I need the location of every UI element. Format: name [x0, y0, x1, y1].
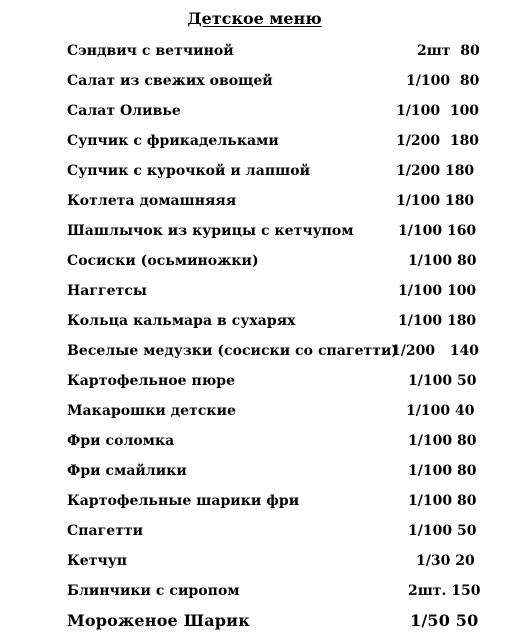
menu-item: [0, 40, 509, 62]
menu-item-portion: 1/100 80: [408, 493, 477, 509]
menu-item-name: Фри смайлики: [67, 463, 187, 479]
menu-item-name: Веселые медузки (сосиски со спагетти): [67, 343, 399, 359]
menu-item-name: Блинчики с сиропом: [67, 583, 240, 599]
menu-item-portion: 1/100 80: [408, 433, 477, 449]
menu-item-name: Шашлычок из курицы с кетчупом: [67, 223, 354, 239]
menu-item: [0, 190, 509, 212]
menu-item-name: Кетчуп: [67, 553, 128, 569]
menu-item: [0, 160, 509, 182]
menu-item-name: Сосиски (осьминожки): [67, 253, 259, 269]
menu-item-portion: 1/100 80: [408, 463, 477, 479]
menu-item-portion: 1/100 40: [406, 403, 475, 419]
menu-item-name: Салат из свежих овощей: [67, 73, 273, 89]
menu-item: [0, 310, 509, 332]
menu-item-portion: 1/50 50: [410, 611, 479, 630]
menu-item-name: Картофельные шарики фри: [67, 493, 300, 509]
menu-item-portion: 1/100 80: [408, 253, 477, 269]
menu-item-name: Спагетти: [67, 523, 144, 539]
menu-item: [0, 460, 509, 482]
menu-item: [0, 70, 509, 92]
menu-item: [0, 130, 509, 152]
menu-item-name: Салат Оливье: [67, 103, 181, 119]
menu-item-name: Наггетсы: [67, 283, 147, 299]
menu-item: [0, 100, 509, 122]
menu-item-name: Супчик с фрикадельками: [67, 133, 279, 149]
menu-item-name: Кольца кальмара в сухарях: [67, 313, 296, 329]
menu-item-portion: 1/100 100: [396, 103, 480, 119]
menu-item: [0, 250, 509, 272]
menu-item-name: Супчик с курочкой и лапшой: [67, 163, 311, 179]
menu-item-portion: 2шт 80: [417, 43, 480, 59]
menu-item-portion: 1/100 100: [398, 283, 477, 299]
menu-item-name: Фри соломка: [67, 433, 175, 449]
page-title: Детское меню: [187, 9, 322, 28]
menu-item-name: Картофельное пюре: [67, 373, 236, 389]
menu-item: [0, 430, 509, 452]
menu-item-portion: 1/100 50: [408, 523, 477, 539]
menu-item-portion: 1/100 180: [396, 193, 475, 209]
menu-item: [0, 580, 509, 602]
menu-item-name: Макарошки детские: [67, 403, 236, 419]
menu-item: [0, 610, 509, 632]
menu-item: [0, 340, 509, 362]
menu-item-portion: 1/100 80: [406, 73, 480, 89]
menu-item-portion: 2шт. 150: [408, 583, 481, 599]
menu-item-portion: 1/100 50: [408, 373, 477, 389]
menu-item-portion: 1/200 180: [396, 133, 480, 149]
menu-item-name: Сэндвич с ветчиной: [67, 43, 234, 59]
menu-item-portion: 1/30 20: [416, 553, 475, 569]
menu-item-name: Мороженое Шарик: [67, 611, 250, 630]
menu-item-name: Котлета домашняяя: [67, 193, 237, 209]
menu-item: [0, 370, 509, 392]
menu-item: [0, 220, 509, 242]
menu-item: [0, 550, 509, 572]
menu-item-portion: 1/100 180: [398, 313, 477, 329]
menu-item-portion: 1/200 140: [391, 343, 479, 359]
menu-item-portion: 1/100 160: [398, 223, 477, 239]
menu-item: [0, 400, 509, 422]
menu-item: [0, 490, 509, 512]
menu-item: [0, 280, 509, 302]
menu-item-portion: 1/200 180: [396, 163, 475, 179]
menu-item: [0, 520, 509, 542]
